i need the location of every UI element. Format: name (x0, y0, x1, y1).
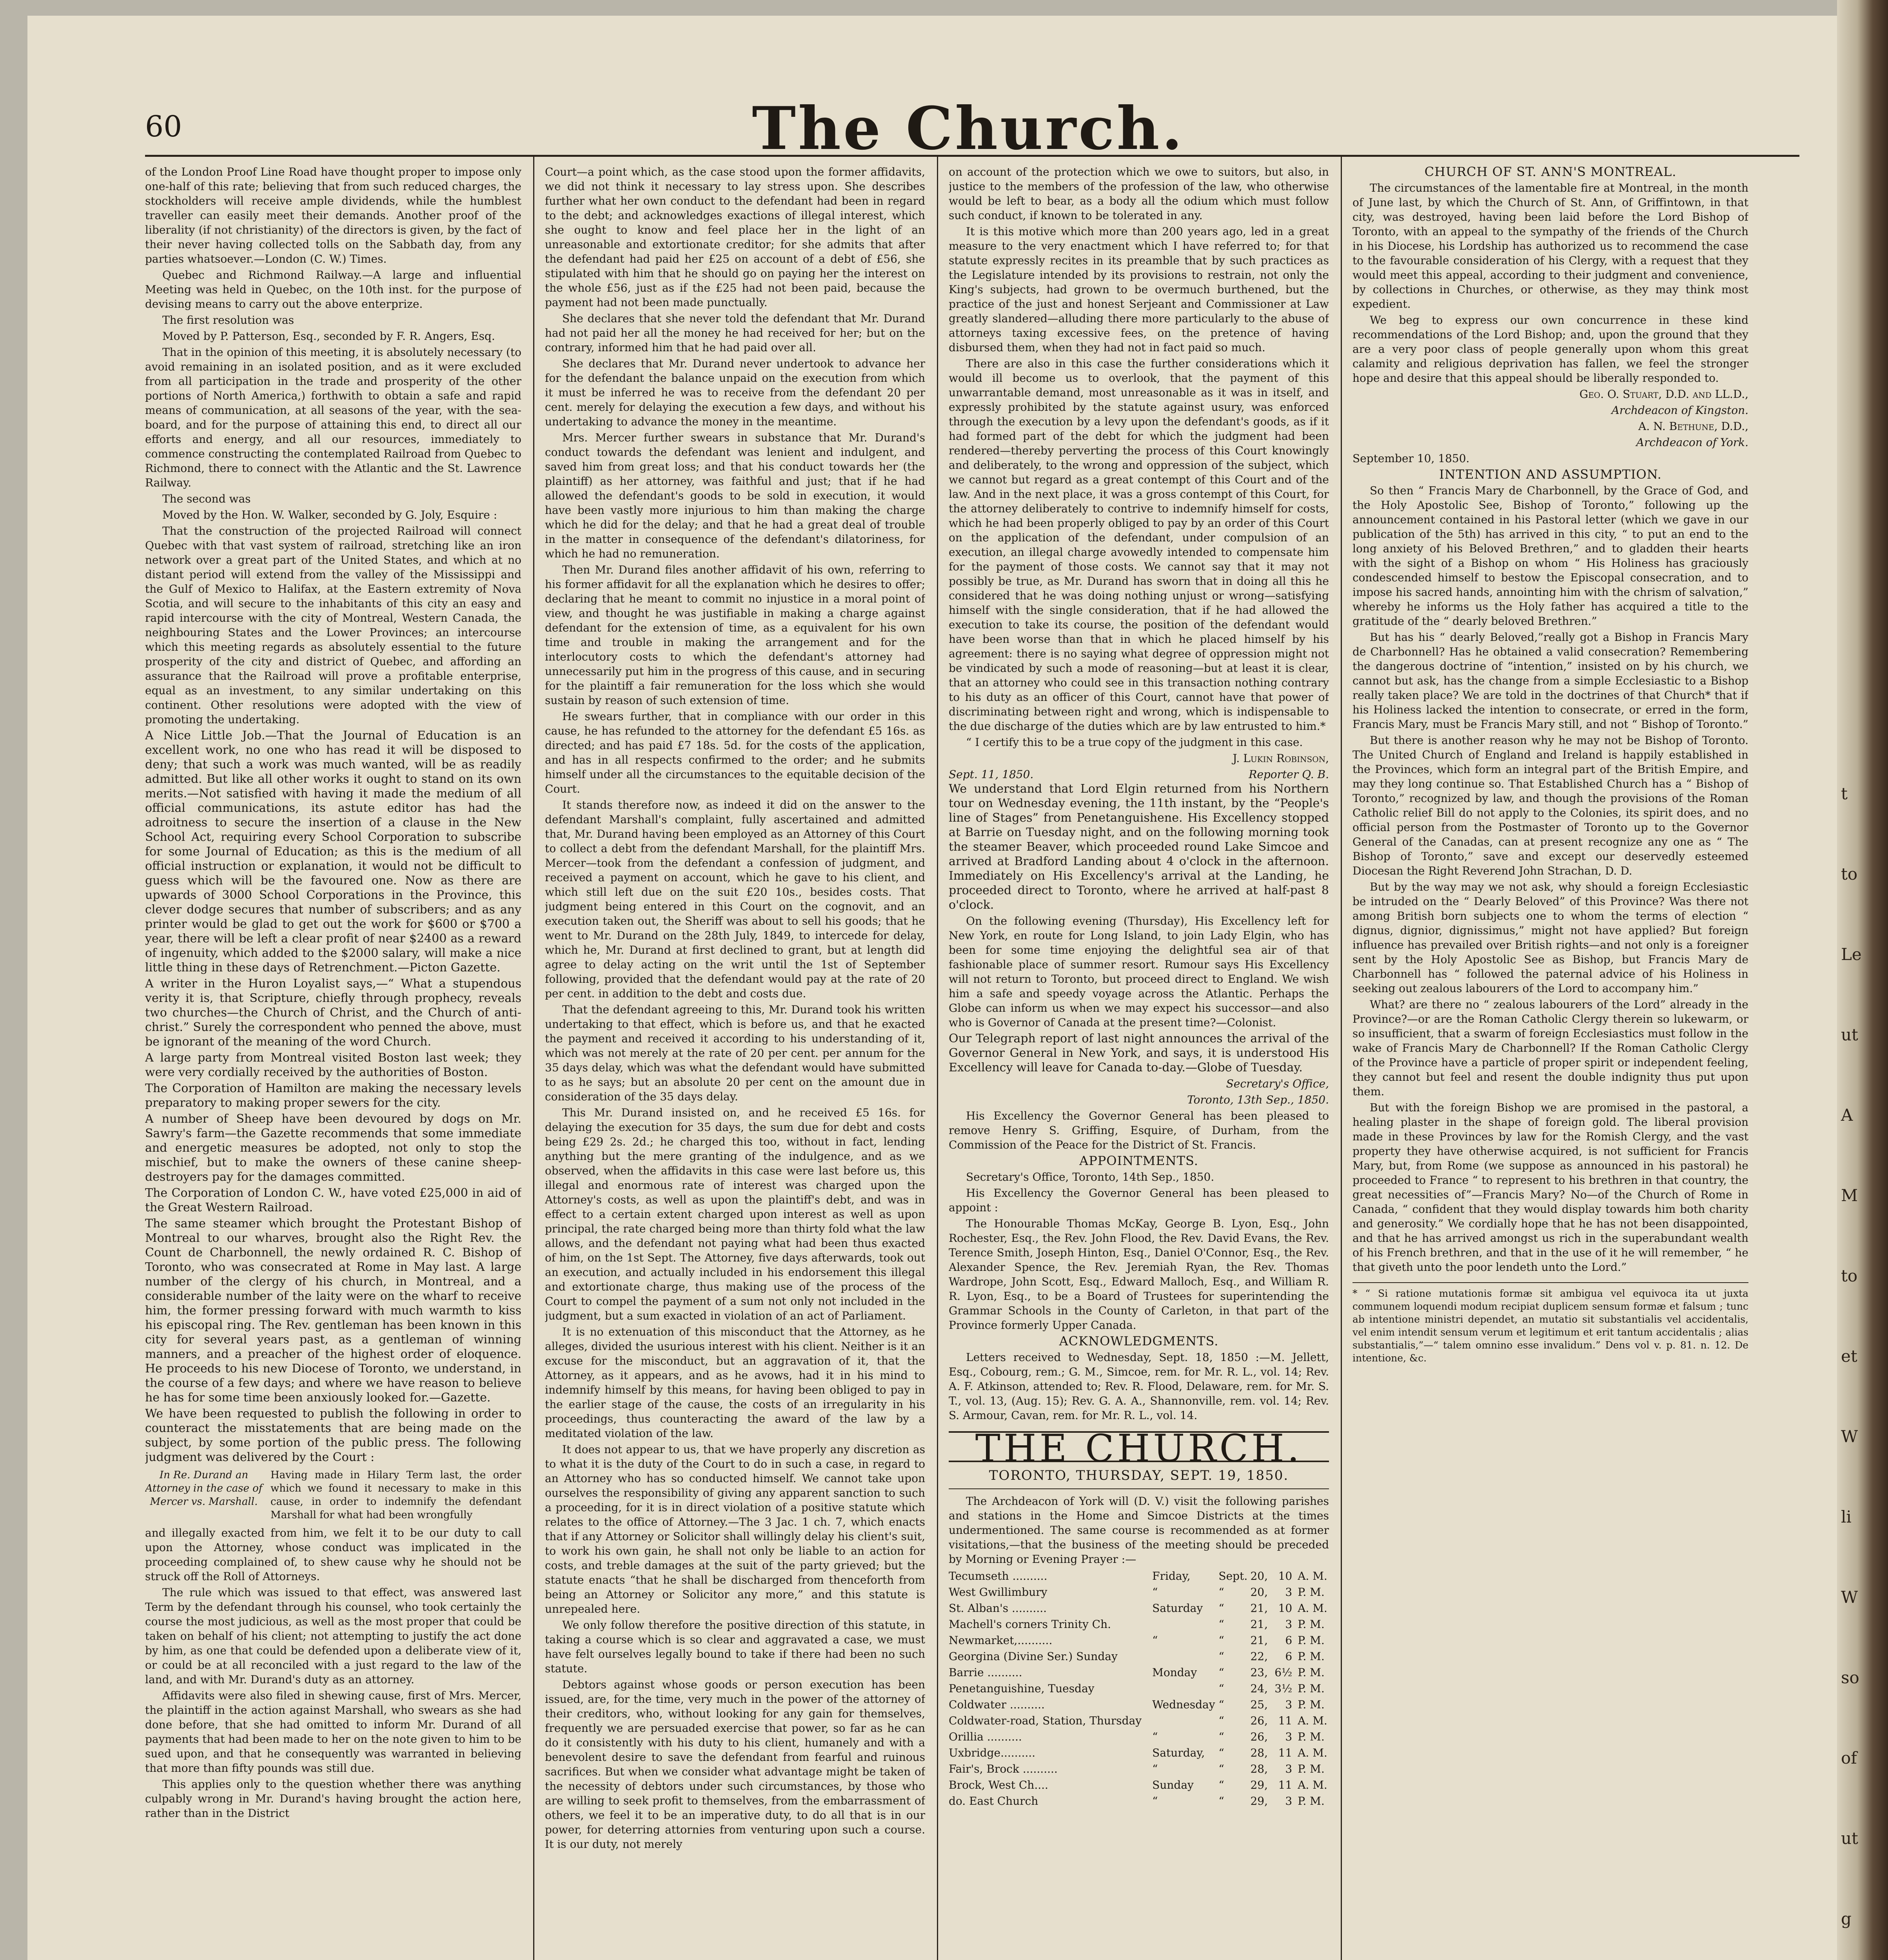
schedule-ap: P. M. (1298, 1666, 1325, 1679)
schedule-ap: P. M. (1298, 1650, 1325, 1663)
signatory-title: Archdeacon of Kingston. (1611, 404, 1748, 417)
reporter-title: Reporter Q. B. (1249, 768, 1329, 781)
appointments-heading: APPOINTMENTS. (1079, 1153, 1198, 1168)
schedule-ap: P. M. (1298, 1586, 1325, 1599)
page-number: 60 (145, 110, 182, 143)
schedule-day (1152, 1616, 1218, 1632)
article-paragraph: The Corporation of Hamilton are making the necessary levels preparatory to making proper sewers for the city. (145, 1082, 521, 1110)
schedule-place: Coldwater-road, Station, Thursday (949, 1714, 1142, 1727)
schedule-hour: 3 (1285, 1730, 1293, 1743)
schedule-hour: 11 (1278, 1779, 1293, 1791)
schedule-month: “ (1218, 1682, 1224, 1695)
judgment-paragraph: It does not appear to us, that we have properly any discretion as to what it is the duty of the Court to do in such a case, in regard to an Attorney who has so conducted himself. We cannot take upon ourselves the responsibility of giving any apparent sanction to such a proceeding, for it is in direct violation of a positive statute which relates to the office of Attorney.—The 3 Jac. 1 ch. 7, which enacts that if any Attorney or Solicitor shall willingly delay his client's suit, to work his own gain, he shall not only be liable to an action for costs, and treble damages at the suit of the party grieved; but the statute enacts “that he shall be discharged from thenceforth from being an Attorney or Solicitor any more,” and this statute is unrepealed here. (545, 1443, 925, 1615)
appointments-office: Secretary's Office, Toronto, 14th Sep., 1850. (966, 1171, 1214, 1183)
schedule-date: 26, (1250, 1730, 1268, 1743)
schedule-hour: 3 (1285, 1795, 1293, 1808)
schedule-month: Sept. (1218, 1570, 1248, 1583)
schedule-row (949, 1600, 1329, 1616)
article-paragraph: Quebec and Richmond Railway.—A large and influential Meeting was held in Quebec, on the 10th inst. for the purpose of devising means to carry out the above enterprize. (145, 269, 521, 310)
bleed-fragment: Le (1841, 945, 1862, 964)
case-intro: Having made in Hilary Term last, the order which we found it necessary to make in this cause, in order to indemnify the defendant Marshall for what had been wrongfully (270, 1469, 521, 1521)
schedule-day (1152, 1713, 1218, 1729)
schedule-ap: P. M. (1298, 1634, 1325, 1647)
judgment-paragraph: The rule which was issued to that effect, was answered last Term by the defendant through his counsel, who took certainly the course the most judicious, as well as the most proper that could be taken on behalf of his client; not attempting to justify the act done by him, as one that could be defended upon a deliberate view of it, or could be at all reconciled with a just regard to the law of the land, and with Mr. Durand's duty as an attorney. (145, 1586, 521, 1686)
latin-footnote: * “ Si ratione mutationis formæ sit ambigua vel equivoca ita ut juxta communem loquendi modum recipiat duplicem sensum formæ et falsum ; tunc ab intentione ministri dependet, an mutatio sit substantialis vel accidentalis, vel enim intendit sensum verum et legitimum et erit tantum accidentalis ; alias substantialis,”—“ talem omnino esse invalidum.” Dens vol v. p. 81. n. 12. De intentione, &c. (1352, 1282, 1748, 1365)
bleed-fragment: g (1841, 1909, 1852, 1928)
schedule-month: “ (1218, 1666, 1224, 1679)
article-paragraph: That the construction of the projected Railroad will connect Quebec with that vast system of railroad, stretching like an iron network over a great part of the United States, and which at no distant period will extend from the valley of the Mississippi and the Gulf of Mexico to Halifax, at the Eastern extremity of Nova Scotia, and will secure to the inhabitants of this city an easy and rapid intercourse with the city of Montreal, Western Canada, the neighbouring States and the Lower Provinces; an intercourse which this meeting regards as absolutely essential to the future prosperity of the city and district of Quebec, and affording an assurance that the Railroad will prove a profitable enterprise, equal as an investment, to any similar undertaking on this continent. Other resolutions were adopted with the view of promoting the undertaking. (145, 524, 521, 726)
schedule-month: “ (1218, 1746, 1224, 1759)
schedule-row (949, 1616, 1329, 1632)
visitation-schedule (949, 1568, 1329, 1809)
bleed-fragment: t (1841, 784, 1848, 803)
header-rule (145, 155, 1799, 157)
bleed-fragment: to (1841, 1266, 1858, 1285)
case-title: In Re. Durand an Attorney in the case of Mercer vs. Marshall. (145, 1469, 263, 1508)
article-paragraph: The second was (162, 492, 251, 505)
column-3 (949, 165, 1329, 1960)
judgment-paragraph: This applies only to the question whether there was anything culpably wrong in Mr. Durand's having brought the action here, rather than in the District (145, 1778, 521, 1820)
schedule-place: St. Alban's .......... (949, 1602, 1047, 1615)
editorial-banner: THE CHURCH. (949, 1431, 1329, 1462)
appointments-body: The Honourable Thomas McKay, George B. Lyon, Esq., John Rochester, Esq., the Rev. John Flood, the Rev. David Evans, the Rev. Terence Smith, Joseph Hinton, Esq., Daniel O'Connor, Esq., the Rev. Alexander Spence, the Rev. Jeremiah Ryan, the Rev. Thomas Wardrope, John Scott, Esq., Edward Malloch, Esq., and William R. R. Lyon, Esq., to be a Board of Trustees for superintending the Grammar Schools in the County of Carleton, in that part of the Province formerly Upper Canada. (949, 1217, 1329, 1332)
schedule-hour: 3 (1285, 1698, 1293, 1711)
acknowledgments-heading: ACKNOWLEDGMENTS. (1059, 1334, 1219, 1348)
schedule-ap: P. M. (1298, 1795, 1325, 1808)
article-paragraph: of the London Proof Line Road have thought proper to impose only one-half of this rate; believing that from such reduced charges, the stockholders will receive ample dividends, while the humblest traveller can easily meet their demands. Another proof of the liberality (if not christianity) of the directors is given, by the fact of their never having collected tolls on the Sabbath day, from any parties whatsoever.—London (C. W.) Times. (145, 165, 521, 265)
schedule-hour: 11 (1278, 1714, 1293, 1727)
schedule-day: Monday (1152, 1666, 1197, 1679)
signatory-name: Geo. O. Stuart, D.D. and LL.D., (1579, 388, 1748, 401)
column-2 (545, 165, 925, 1960)
reporter-line (949, 767, 1329, 782)
schedule-date: 25, (1250, 1698, 1268, 1711)
editorial-paragraph: So then “ Francis Mary de Charbonnell, by the Grace of God, and the Holy Apostolic See, Bishop of Toronto,” following up the announcement contained in his Pastoral letter (which we gave in our publication of the 5th) has arrived in this city, “ to put an end to the long anxiety of his Beloved Brethren,” and to gladden their hearts with the sight of a Bishop on whom “ His Holiness has graciously condescended himself to bestow the Episcopal consecration, and to impose his sacred hands, annointing him with the chrism of salvation,” whereby he informs us the Holy father has acquired a title to the gratitude of the “ dearly beloved Brethren.” (1352, 484, 1748, 628)
schedule-place: Fair's, Brock .......... (949, 1762, 1058, 1775)
editorial-paragraph: But with the foreign Bishop we are promised in the pastoral, a healing plaster in the shape of foreign gold. The liberal provision made in these Provinces by law for the Romish Clergy, and the vast property they have otherwise acquired, is not sufficient for Francis Mary, but, from Rome (we suppose as announced in his pastoral) he proceeded to France “ to represent to his brethren in that country, the great necessities of”—Francis Mary? No—of the Church of Rome in Canada, “ confident that they would display towards him both charity and generosity.” We cordially hope that he has not been disappointed, and that he has arrived amongst us rich in the superabundant wealth of his French brethren, and that in the use of it he will remember, “ he that giveth unto the poor lendeth unto the Lord.” (1352, 1101, 1748, 1274)
schedule-month: “ (1218, 1795, 1224, 1808)
schedule-day: “ (1152, 1730, 1158, 1743)
bleed-fragment: et (1841, 1347, 1857, 1366)
judgment-paragraph: It is no extenuation of this misconduct that the Attorney, as he alleges, divided the usurious interest with his client. Neither is it an excuse for the misconduct, but an aggravation of it, that the Attorney, as it appears, and as he avows, had it in his mind to indemnify himself by this means, for having been obliged to pay in the earlier stage of the cause, the costs of an irregularity in his proceedings, thus counteracting the award of the law by a meditated violation of the law. (545, 1325, 925, 1440)
schedule-place: Tecumseth .......... (949, 1570, 1047, 1583)
schedule-hour: 10 (1278, 1602, 1293, 1615)
bleed-fragment: of (1841, 1748, 1857, 1768)
visitation-notice: The Archdeacon of York will (D. V.) visit the following parishes and stations in the Home and Simcoe Districts at the times undermentioned. The same course is recommended as at former visitations,—that the business of the meeting should be preceded by Morning or Evening Prayer :— (949, 1495, 1329, 1566)
schedule-hour: 3 (1285, 1586, 1293, 1599)
column-rule (533, 157, 534, 1960)
judgment-paragraph: That the defendant agreeing to this, Mr. Durand took his written undertaking to that effect, which is before us, and that he exacted the payment and received it according to his understanding of it, which was not merely at the rate of 20 per cent. per annum for the 35 days delay, which was what the defendant would have submitted to as he says; but an absolute 20 per cent on the amount due in consideration of the 35 days delay. (545, 1003, 925, 1103)
editorial-paragraph: But by the way may we not ask, why should a foreign Ecclesiastic be intruded on the “ Dearly Beloved” of this Province? Was there not among British born subjects one to whom the terms of election “ dignus, dignior, dignissimus,” might not have applied? But foreign influence has prevailed over British rights—and not only is a foreigner sent by the Holy Apostolic See as Bishop, but Francis Mary de Charbonnell has “ followed the paternal advice of his Holiness in seeking out zealous labourers of the Lord to accompany him.” (1352, 880, 1748, 995)
judgment-paragraph: “ I certify this to be a true copy of the judgment in this case. (966, 736, 1303, 749)
signatory-name: A. N. Bethune, D.D., (1638, 420, 1748, 433)
newspaper-page (27, 16, 1846, 1960)
schedule-date: 26, (1250, 1714, 1268, 1727)
schedule-ap: A. M. (1298, 1570, 1327, 1583)
schedule-row (949, 1568, 1329, 1584)
notice-paragraph: His Excellency the Governor General has been pleased to remove Henry S. Griffing, Esquire, of Durham, from the Commission of the Peace for the District of St. Francis. (949, 1109, 1329, 1151)
article-paragraph: A writer in the Huron Loyalist says,—“ What a stupendous verity it is, that Scripture, chiefly through prophecy, reveals two churches—the Church of Christ, and the Church of anti-christ.” Surely the correspondent who penned the above, must be ignorant of the meaning of the word Church. (145, 977, 521, 1049)
schedule-place: Georgina (Divine Ser.) Sunday (949, 1650, 1118, 1663)
bleed-fragment: li (1841, 1507, 1852, 1526)
schedule-row (949, 1648, 1329, 1664)
bleed-fragment: to (1841, 864, 1858, 884)
article-paragraph: We have been requested to publish the following in order to counteract the misstatements that are being made on the subject, by some portion of the public press. The following judgment was delivered by the Court : (145, 1407, 521, 1464)
judgment-paragraph: There are also in this case the further considerations which it would ill become us to overlook, that the payment of this unwarrantable demand, most unreasonable as it was in itself, and expressly prohibited by the statute against usury, was enforced through the execution by a levy upon the defendant's goods, as if it had formed part of the debt for which the judgment had been rendered—thereby perverting the process of this Court knowingly and deliberately, to the wrong and oppression of the subject, which we cannot but regard as a great contempt of this Court and of the law. And in the next place, it was a gross contempt of this Court, for the attorney deliberately to contrive to indemnify himself for costs, which he had been properly obliged to pay by an order of this Court on the application of the defendant, under compulsion of an execution, an illegal charge avowedly intended to compensate him for the payment of those costs. We cannot say that it may not possibly be true, as Mr. Durand has sworn that in doing all this he considered that he was doing nothing unjust or wrong—satisfying himself with the single consideration, that if he had allowed the execution to take its course, the position of the defendant would have been worse than that in which he placed himself by his agreement: there is no saying what degree of oppression might not be vindicated by such a mode of reasoning—but at least it is clear, that an attorney who could see in this transaction nothing contrary to his duty as an officer of this Court, cannot have that power of discriminating between right and wrong, which is indispensable to the due discharge of the duties which are by law entrusted to him.* (949, 357, 1329, 733)
schedule-ap: A. M. (1298, 1746, 1327, 1759)
bleed-fragment: ut (1841, 1025, 1858, 1044)
schedule-day: “ (1152, 1795, 1158, 1808)
schedule-place: do. East Church (949, 1795, 1038, 1808)
schedule-ap: P. M. (1298, 1762, 1325, 1775)
bleed-fragment: W (1841, 1427, 1858, 1446)
judgment-paragraph: This Mr. Durand insisted on, and he received £5 16s. for delaying the execution for 35 days, the sum due for debt and costs being £29 2s. 2d.; he charged this too, without in fact, lending anything but the mere granting of the indulgence, and as we observed, when the affidavits in this case were last before us, this illegal and enormous rate of interest was charged upon the Attorney's costs, as well as upon the plaintiff's debt, and was in effect to a certain extent charged upon interest as well as upon principal, the rate charged being more than thirty fold what the law allows, and the defendant not paying what had been thus exacted of him, on the 1st Sept. The Attorney, five days afterwards, took out an execution, and actually included in his endorsement this illegal and extortionate charge, thus making use of the process of the Court to compel the payment of a sum not only not included in the judgment, but a sum exacted in violation of an act of Parliament. (545, 1106, 925, 1322)
schedule-date: 28, (1250, 1746, 1268, 1759)
schedule-row (949, 1697, 1329, 1713)
news-paragraph: Our Telegraph report of last night announces the arrival of the Governor General in New York, and says, it is understood His Excellency will leave for Canada to-day.—Globe of Tuesday. (949, 1032, 1329, 1074)
st-anns-heading: CHURCH OF ST. ANN'S MONTREAL. (1424, 165, 1677, 179)
adjacent-page-edge (1837, 0, 1888, 1960)
schedule-hour: 6½ (1274, 1666, 1293, 1679)
bleed-fragment: ut (1841, 1829, 1858, 1848)
article-paragraph: Moved by P. Patterson, Esq., seconded by F. R. Angers, Esq. (162, 330, 495, 343)
schedule-place: West Gwillimbury (949, 1586, 1047, 1599)
judgment-paragraph: It is this motive which more than 200 years ago, led in a great measure to the very enactment which I have referred to; for that statute expressly recites in its preamble that by such practices as the Legislature intended by its provisions to restrain, not only the King's subjects, had grown to be overmuch burthened, but the practice of the just and honest Serjeant and Commissioner at Law greatly slandered—alluding there more particularly to the abuse of attorneys taxing excessive fees, on the pretence of having disbursed them, when they had not in fact paid so much. (949, 225, 1329, 354)
schedule-day: Friday, (1152, 1570, 1191, 1583)
article-paragraph: That in the opinion of this meeting, it is absolutely necessary (to avoid remaining in an isolated position, and as it were excluded from all participation in the trade and prosperity of the other portions of North America,) forthwith to obtain a safe and rapid means of communication, at all seasons of the year, with the sea-board, and for the purpose of attaining this end, to direct all our efforts and energy, and all our resources, immediately to commence constructing the contemplated Railroad from Quebec to Richmond, there to connect with the Atlantic and the St. Lawrence Railway. (145, 346, 521, 489)
article-paragraph: A large party from Montreal visited Boston last week; they were very cordially received by the authorities of Boston. (145, 1051, 521, 1079)
judgment-paragraph: He swears further, that in compliance with our order in this cause, he has refunded to the attorney for the defendant £5 16s. as directed; and has paid £7 18s. 5d. for the costs of the application, and has in all respects confirmed to the order; and he submits himself under all the circumstances to the equitable decision of the Court. (545, 710, 925, 795)
secretary-office-date: Toronto, 13th Sep., 1850. (1187, 1093, 1329, 1106)
st-anns-paragraph: We beg to express our own concurrence in these kind recommendations of the Lord Bishop; and, upon the ground that they are a very poor class of people generally upon whom this great calamity and religious deprivation has fallen, we feel the stronger hope and desire that this appeal should be liberally responded to. (1352, 314, 1748, 385)
schedule-row (949, 1761, 1329, 1777)
judgment-paragraph: We only follow therefore the positive direction of this statute, in taking a course which is so clear and aggravated a case, we must have felt ourselves legally bound to take if there had been no such statute. (545, 1619, 925, 1675)
bleed-fragment: so (1841, 1668, 1859, 1687)
schedule-day: “ (1152, 1634, 1158, 1647)
schedule-ap: P. M. (1298, 1618, 1325, 1631)
intention-heading: INTENTION AND ASSUMPTION. (1439, 467, 1662, 482)
judgment-paragraph: Debtors against whose goods or person execution has been issued, are, for the time, very much in the power of the attorney of their creditors, who, without looking for any gain for themselves, frequently we are persuaded exercise that power, so far as he can do it consistently with his duty to his client, humanely and with a benevolent desire to save the defendant from fearful and ruinous sacrifices. But when we consider what advantage might be taken of the necessity of debtors under such circumstances, by those who are willing to seek profit to themselves, from the embarrassment of others, we feel it to be an imperative duty, to do all that is in our power, for deterring attornies from venturing upon such a course. It is our duty, not merely (545, 1678, 925, 1851)
schedule-place: Uxbridge.......... (949, 1746, 1036, 1759)
editorial-paragraph: But there is another reason why he may not be Bishop of Toronto. The United Church of England and Ireland is happily established in the Provinces, which form an integral part of the British Empire, and may they long continue so. That Established Church has a “ Bishop of Toronto,” recognized by law, and though the provisions of the Roman Catholic relief Bill do not apply to the Colonies, its spirit does, and no official person from the Postmaster of Toronto up to the Governor General of the Canadas, can at present recognize any one as “ The Bishop of Toronto,” save and except our deservedly esteemed Diocesan the Right Reverend John Strachan, D. D. (1352, 734, 1748, 877)
schedule-row (949, 1713, 1329, 1729)
reporter-name: J. Lukin Robinson, (1233, 752, 1329, 765)
schedule-place: Penetanguishine, Tuesday (949, 1682, 1095, 1695)
schedule-row (949, 1745, 1329, 1761)
schedule-hour: 11 (1278, 1746, 1293, 1759)
article-paragraph: A Nice Little Job.—That the Journal of Education is an excellent work, no one who has read it will be disposed to deny; that such a work was much wanted, will be as readily admitted. But like all other works it ought to stand on its own merits.—Not satisfied with having it made the medium of all official communications, its astute editor has had the adroitness to secure the insertion of a clause in the New School Act, requiring every School Corporation to subscribe for some Journal of Education; as this is the medium of all official instruction or explanation, it would not be difficult to guess which will be the favoured one. Now as there are upwards of 3000 School Corporations in the Province, this clever dodge secures that number of subscribers; and as any printer would be glad to get out the work for $600 or $700 a year, there will be left a clear profit of near $2400 as a reward of ingenuity, which added to the $2000 salary, will make a nice little thing in these days of Retrenchment.—Picton Gazette. (145, 729, 521, 975)
schedule-hour: 6 (1285, 1650, 1293, 1663)
st-anns-paragraph: The circumstances of the lamentable fire at Montreal, in the month of June last, by which the Church of St. Ann, of Griffintown, in that city, was destroyed, having been laid before the Lord Bishop of Toronto, with an appeal to the sympathy of the friends of the Church in his Diocese, his Lordship has authorized us to recommend the case to the favourable consideration of his Clergy, with a request that they would meet this appeal, according to their judgment and convenience, by collections in Churches, or otherwise, as they may think most expedient. (1352, 181, 1748, 310)
schedule-month: “ (1218, 1650, 1224, 1663)
schedule-day: Wednesday (1152, 1698, 1215, 1711)
schedule-hour: 3 (1285, 1762, 1293, 1775)
bleed-fragment: W (1841, 1588, 1858, 1607)
schedule-hour: 10 (1278, 1570, 1293, 1583)
article-paragraph: A number of Sheep have been devoured by dogs on Mr. Sawry's farm—the Gazette recommends that some immediate and energetic measures be adopted, not only to stop the mischief, but to make the owners of these canine sheep-destroyers pay for the damages committed. (145, 1112, 521, 1184)
appointments-intro: His Excellency the Governor General has been pleased to appoint : (949, 1187, 1329, 1214)
article-paragraph: The same steamer which brought the Protestant Bishop of Montreal to our wharves, brought also the Right Rev. the Count de Charbonnell, the newly ordained R. C. Bishop of Toronto, who was consecrated at Rome in May last. A large number of the clergy of his church, in Montreal, and a considerable number of the laity were on the wharf to receive him, the former pressing forward with much warmth to kiss his episcopal ring. The Rev. gentleman has been known in this city for several years past, as a gentleman of winning manners, and a preacher of the highest order of eloquence. He proceeds to his new Diocese of Toronto, we understand, in the course of a few days; and where we have reason to believe he has for some time been anxiously looked for.—Gazette. (145, 1217, 521, 1405)
judgment-paragraph: Then Mr. Durand files another affidavit of his own, referring to his former affidavit for all the explanation which he desires to offer; declaring that he meant to commit no injustice in a moral point of view, and thought he was justifiable in making a charge against defendant for the extension of time, as a equivalent for his own time and trouble in making the arrangement and for the interlocutory costs to which the defendant's attorney had unnecessarily put him in the progress of this cause, and in securing for the plaintiff a fair remuneration for the loss which she would sustain by reason of such extension of time. (545, 563, 925, 707)
judgment-paragraph: It stands therefore now, as indeed it did on the answer to the defendant Marshall's complaint, fully ascertained and admitted that, Mr. Durand having been employed as an Attorney of this Court to collect a debt from the defendant Marshall, for the plaintiff Mrs. Mercer—took from the defendant a confession of judgment, and received a payment on account, which he gave to his client, and which still left due on the suit £20 10s., besides costs. That judgment being entered in this Court on the cognovit, and an execution taken out, the Sheriff was about to sell his goods; that he went to Mr. Durand on the 28th July, 1849, to intercede for delay, which he, Mr. Durand at first declined to grant, but at length did agree to delay acting on the writ until the 1st of September following, provided that the defendant would pay at the rate of 20 per cent. in addition to the debt and costs due. (545, 799, 925, 1000)
schedule-ap: P. M. (1298, 1698, 1325, 1711)
schedule-month: “ (1218, 1634, 1224, 1647)
acknowledgments-body: Letters received to Wednesday, Sept. 18, 1850 :—M. Jellett, Esq., Cobourg, rem.; G. M., Simcoe, rem. for Mr. R. L., vol. 14; Rev. A. F. Atkinson, attended to; Rev. R. Flood, Delaware, rem. for Mr. S. T., vol. 13, (Aug. 15); Rev. G. A. A., Shannonville, rem. vol. 14; Rev. S. Armour, Cavan, rem. for Mr. R. L., vol. 14. (949, 1351, 1329, 1422)
signatory-title: Archdeacon of York. (1636, 436, 1748, 449)
schedule-row (949, 1632, 1329, 1648)
editorial-dateline: TORONTO, THURSDAY, SEPT. 19, 1850. (949, 1465, 1329, 1489)
schedule-date: 23, (1250, 1666, 1268, 1679)
schedule-month: “ (1218, 1730, 1224, 1743)
judgment-paragraph: Mrs. Mercer further swears in substance that Mr. Durand's conduct towards the defendant was lenient and indulgent, and saved him from great loss; and that his conduct towards her (the plaintiff) as her attorney, was faithful and just; that if he had allowed the defendant's goods to be sold in execution, it would have been vastly more injurious to him than making the charge which he did for the delay; and that he had a great deal of trouble in the matter in consequence of the defendant's dilatoriness, for which he had no remuneration. (545, 431, 925, 560)
schedule-hour: 3 (1285, 1618, 1293, 1631)
judgment-paragraph: and illegally exacted from him, we felt it to be our duty to call upon the Attorney, whose conduct was implicated in the proceeding complained of, to shew cause why he should not be struck off the Roll of Attorneys. (145, 1526, 521, 1583)
editorial-paragraph: What? are there no “ zealous labourers of the Lord” already in the Province?—or are the Roman Catholic Clergy therein so lukewarm, or so insufficient, that a swarm of foreign Ecclesiastics must follow in the wake of Francis Mary de Charbonnell? If the Roman Catholic Clergy of the Province have a particle of proper spirit or independent feeling, they cannot but feel and resent the double indignity thus put upon them. (1352, 998, 1748, 1098)
judgment-paragraph: Court—a point which, as the case stood upon the former affidavits, we did not think it necessary to lay stress upon. She describes further what her own conduct to the defendant had been in regard to the debt; and acknowledges exactions of illegal interest, which she ought to know and feel place her in the light of an unreasonable and extortionate creditor; for she admits that after the defendant had paid her £25 on account of a debt of £56, she stipulated with him that he should go on paying her the interest on the whole £56, just as if the £25 had not been paid, because the payment had not been made punctually. (545, 165, 925, 309)
schedule-ap: A. M. (1298, 1602, 1327, 1615)
schedule-day: “ (1152, 1762, 1158, 1775)
schedule-place: Orillia .......... (949, 1730, 1022, 1743)
judgment-paragraph: She declares that she never told the defendant that Mr. Durand had not paid her all the money he had received for her; but on the contrary, informed him that he had paid over all. (545, 312, 925, 354)
article-paragraph: Moved by the Hon. W. Walker, seconded by G. Joly, Esquire : (162, 508, 497, 521)
schedule-month: “ (1218, 1779, 1224, 1791)
schedule-ap: P. M. (1298, 1682, 1325, 1695)
news-paragraph: On the following evening (Thursday), His Excellency left for New York, en route for Long Island, to join Lady Elgin, who has been for some time enjoying the delightful sea air of that fashionable place of summer resort. Rumour says His Excellency will not return to Toronto, but proceed direct to England. We wish him a safe and speedy voyage across the Atlantic. Perhaps the Globe can inform us when we may expect his successor—and also who is Governor of Canada at the present time?—Colonist. (949, 915, 1329, 1029)
bleed-fragment: M (1841, 1186, 1858, 1205)
schedule-date: 21, (1250, 1602, 1268, 1615)
schedule-row (949, 1793, 1329, 1809)
schedule-date: 21, (1250, 1634, 1268, 1647)
schedule-day (1152, 1648, 1218, 1664)
schedule-date: 20, (1250, 1570, 1268, 1583)
judgment-paragraph: Affidavits were also filed in shewing cause, first of Mrs. Mercer, the plaintiff in the action against Marshall, who swears as she had done before, that she had omitted to inform Mr. Durand of all payments that had been made to her on the note given to him to be sued upon, and that he consequently was warranted in believing that more than fifty pounds was still due. (145, 1689, 521, 1775)
schedule-month: “ (1218, 1762, 1224, 1775)
column-rule (937, 157, 938, 1960)
schedule-date: 28, (1250, 1762, 1268, 1775)
schedule-month: “ (1218, 1586, 1224, 1599)
schedule-date: 21, (1250, 1618, 1268, 1631)
schedule-date: 29, (1250, 1795, 1268, 1808)
reporter-date: Sept. 11, 1850. (949, 768, 1034, 781)
article-paragraph: The first resolution was (162, 314, 294, 327)
schedule-date: 22, (1250, 1650, 1268, 1663)
judgment-paragraph: She declares that Mr. Durand never undertook to advance her for the defendant the balance unpaid on the execution from which it must be inferred he was to receive from the defendant 20 per cent. merely for delaying the execution a few days, and without his undertaking to advance the money in the meantime. (545, 357, 925, 428)
schedule-place: Barrie .......... (949, 1666, 1022, 1679)
signature-date: September 10, 1850. (1352, 452, 1470, 465)
court-caption (145, 1468, 521, 1522)
schedule-row (949, 1664, 1329, 1681)
schedule-date: 24, (1250, 1682, 1268, 1695)
article-paragraph: The Corporation of London C. W., have voted £25,000 in aid of the Great Western Railroad. (145, 1186, 521, 1214)
column-4 (1352, 165, 1748, 1960)
schedule-day: Sunday (1152, 1779, 1194, 1791)
schedule-place: Machell's corners Trinity Ch. (949, 1618, 1111, 1631)
schedule-day: Saturday (1152, 1602, 1203, 1615)
schedule-row (949, 1681, 1329, 1697)
schedule-place: Brock, West Ch.... (949, 1779, 1048, 1791)
schedule-hour: 6 (1285, 1634, 1293, 1647)
schedule-ap: P. M. (1298, 1730, 1325, 1743)
schedule-month: “ (1218, 1618, 1224, 1631)
editorial-paragraph: But has his “ dearly Beloved,”really got a Bishop in Francis Mary de Charbonnell? Has he obtained a valid consecration? Remembering the dangerous doctrine of “intention,” insisted on by his church, we cannot but ask, has the change from a simple Ecclesiastic to a Bishop really taken place? We are told in the doctrines of that Church* that if his Holiness lacked the intention to consecrate, or erred in the form, Francis Mary, must be Francis Mary still, and not “ Bishop of Toronto.” (1352, 631, 1748, 731)
schedule-ap: A. M. (1298, 1779, 1327, 1791)
secretary-office: Secretary's Office, (1226, 1077, 1329, 1090)
schedule-place: Coldwater .......... (949, 1698, 1045, 1711)
schedule-hour: 3½ (1274, 1682, 1293, 1695)
bleed-fragment: A (1841, 1105, 1853, 1125)
schedule-ap: A. M. (1298, 1714, 1327, 1727)
schedule-month: “ (1218, 1714, 1224, 1727)
schedule-row (949, 1584, 1329, 1600)
schedule-date: 29, (1250, 1779, 1268, 1791)
schedule-place: Newmarket,.......... (949, 1634, 1053, 1647)
column-1 (145, 165, 521, 1960)
schedule-day (1152, 1681, 1218, 1697)
schedule-day: “ (1152, 1586, 1158, 1599)
news-paragraph: We understand that Lord Elgin returned from his Northern tour on Wednesday evening, the 11th instant, by the “People's line of Stages” from Penetanguishene. His Excellency stopped at Barrie on Tuesday night, and on the following morning took the steamer Beaver, which proceeded round Lake Simcoe and arrived at Bradford Landing about 4 o'clock in the afternoon. Immediately on His Excellency's arrival at the Landing, he proceeded direct to Toronto, where he arrived at half-past 8 o'clock. (949, 782, 1329, 912)
column-rule (1341, 157, 1342, 1960)
schedule-row (949, 1729, 1329, 1745)
schedule-month: “ (1218, 1698, 1224, 1711)
schedule-row (949, 1777, 1329, 1793)
schedule-month: “ (1218, 1602, 1224, 1615)
schedule-day: Saturday, (1152, 1746, 1205, 1759)
schedule-date: 20, (1250, 1586, 1268, 1599)
masthead: The Church. (752, 94, 1185, 163)
judgment-paragraph: on account of the protection which we owe to suitors, but also, in justice to the members of the profession of the law, who otherwise would be left to bear, as a body all the odium which must follow such conduct, if known to be tolerated in any. (949, 165, 1329, 222)
